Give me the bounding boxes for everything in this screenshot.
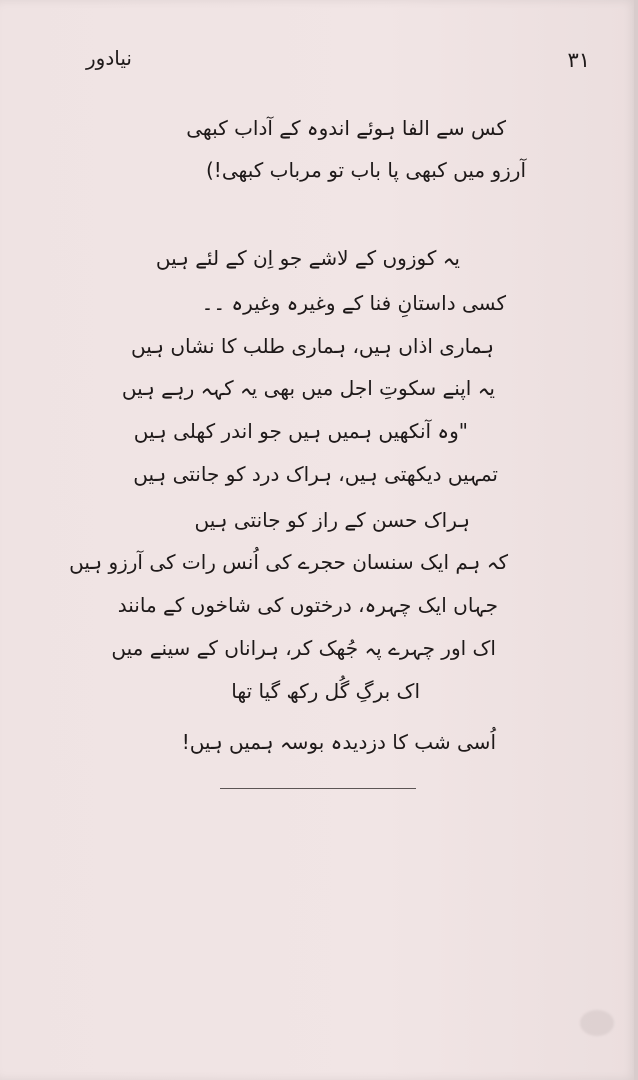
poem-line: ہماری اذاں ہیں، ہماری طلب کا نشاں ہیں [131,334,494,358]
poem-line: یہ اپنے سکوتِ اجل میں بھی یہ کہہ رہے ہیں [121,376,495,400]
poem-line: کہ ہم ایک سنسان حجرے کی اُنس رات کی آرزو ہیں [69,550,508,574]
poem-line: اک برگِ گُل رکھ گیا تھا [231,679,420,703]
page-edge [634,0,638,1080]
poem-line: ہراک حسن کے راز کو جانتی ہیں [194,508,470,532]
poem-line: "وہ آنکھیں ہمیں ہیں جو اندر کھلی ہیں [133,419,468,443]
poem-line: اُسی شب کا دزدیدہ بوسہ ہمیں ہیں! [181,730,496,754]
poem-line: کسی داستانِ فنا کے وغیرہ وغیرہ ۔۔ [201,291,506,315]
poem-line: اک اور چہرے پہ جُھک کر، ہراناں کے سینے میں [111,636,496,660]
poem-line: آرزو میں کبھی پا باب تو مرباب کبھی!) [206,158,526,182]
poem-line: یہ کوزوں کے لاشے جو اِن کے لئے ہیں [155,246,460,270]
journal-title: نیادور [86,46,132,70]
section-divider [220,788,416,789]
page-number: ۳۱ [567,48,590,72]
paper-stain [580,1010,614,1036]
poem-line: تمہیں دیکھتی ہیں، ہراک درد کو جانتی ہیں [133,462,498,486]
poem-line: جہاں ایک چہرہ، درختوں کی شاخوں کے مانند [117,593,498,617]
poem-line: کس سے الفا ہوئے اندوہ کے آداب کبھی [186,116,506,140]
